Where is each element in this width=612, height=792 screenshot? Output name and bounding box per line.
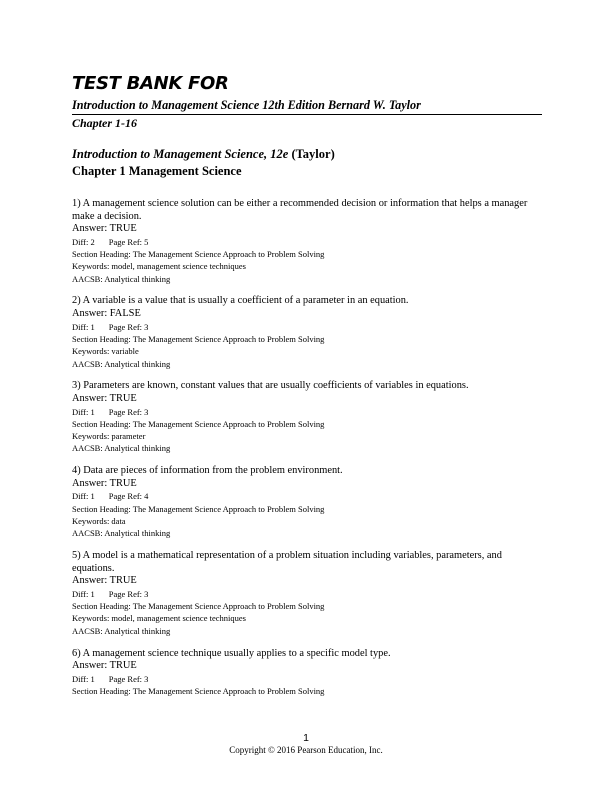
- page-ref: Page Ref: 3: [108, 406, 149, 417]
- difficulty-line: [72, 588, 542, 600]
- answer: Answer: FALSE: [72, 308, 141, 320]
- answer: Answer: TRUE: [72, 223, 137, 235]
- aacsb: AACSB: Analytical thinking: [72, 625, 171, 636]
- question-item: [72, 550, 542, 637]
- question-text: 2) A variable is a value that is usually a coefficient of a parameter in an equation.: [72, 295, 409, 307]
- book-title-line: [72, 147, 335, 162]
- section-heading: Section Heading: The Management Science Approach to Problem Solving: [72, 601, 325, 612]
- answer: Answer: TRUE: [72, 575, 137, 587]
- page-number: 1: [303, 732, 309, 744]
- book-author: (Taylor): [291, 147, 335, 161]
- difficulty: Diff: 1: [72, 321, 95, 332]
- question-item: [72, 648, 542, 698]
- book-subtitle: Introduction to Management Science 12th Edition Bernard W. Taylor: [72, 98, 542, 115]
- keywords: Keywords: variable: [72, 346, 139, 357]
- difficulty: Diff: 1: [72, 491, 95, 502]
- test-bank-banner: TEST BANK FOR: [72, 73, 229, 94]
- answer: Answer: TRUE: [72, 660, 137, 672]
- keywords: Keywords: model, management science techniques: [72, 613, 246, 624]
- section-heading: Section Heading: The Management Science Approach to Problem Solving: [72, 686, 325, 697]
- question-text: 4) Data are pieces of information from the problem environment.: [72, 465, 343, 477]
- answer: Answer: TRUE: [72, 392, 137, 404]
- aacsb: AACSB: Analytical thinking: [72, 273, 171, 284]
- question-text: 3) Parameters are known, constant values that are usually coefficients of variables in equations.: [72, 380, 469, 392]
- difficulty-line: [72, 406, 542, 418]
- difficulty: Diff: 1: [72, 588, 95, 599]
- question-item: [72, 380, 542, 454]
- page-ref: Page Ref: 3: [108, 588, 149, 599]
- chapter-range: Chapter 1-16: [72, 116, 138, 130]
- question-list: [72, 198, 542, 708]
- difficulty: Diff: 1: [72, 673, 95, 684]
- question-item: [72, 465, 542, 539]
- copyright-notice: Copyright © 2016 Pearson Education, Inc.: [229, 745, 383, 755]
- difficulty: Diff: 1: [72, 406, 95, 417]
- question-item: [72, 295, 542, 369]
- section-heading: Section Heading: The Management Science Approach to Problem Solving: [72, 418, 325, 429]
- question-text: 6) A management science technique usually applies to a specific model type.: [72, 647, 391, 659]
- keywords: Keywords: parameter: [72, 431, 146, 442]
- section-heading: Section Heading: The Management Science Approach to Problem Solving: [72, 249, 325, 260]
- answer: Answer: TRUE: [72, 477, 137, 489]
- question-text: 5) A model is a mathematical representation of a problem situation including variables, parameters, and equations.: [72, 550, 502, 574]
- keywords: Keywords: data: [72, 516, 126, 526]
- difficulty-line: [72, 236, 542, 248]
- difficulty: Diff: 2: [72, 236, 95, 247]
- difficulty-line: [72, 321, 542, 333]
- question-item: [72, 198, 542, 285]
- aacsb: AACSB: Analytical thinking: [72, 528, 171, 539]
- keywords: Keywords: model, management science techniques: [72, 261, 246, 272]
- difficulty-line: [72, 490, 542, 502]
- section-heading: Section Heading: The Management Science Approach to Problem Solving: [72, 333, 325, 344]
- page-ref: Page Ref: 4: [108, 491, 149, 502]
- page-ref: Page Ref: 3: [108, 321, 149, 332]
- question-text: 1) A management science solution can be either a recommended decision or information that helps a manager make a decision.: [72, 198, 528, 222]
- page-ref: Page Ref: 3: [108, 673, 149, 684]
- aacsb: AACSB: Analytical thinking: [72, 358, 171, 369]
- section-heading: Section Heading: The Management Science Approach to Problem Solving: [72, 503, 325, 514]
- difficulty-line: [72, 673, 542, 685]
- book-title: Introduction to Management Science, 12e: [72, 147, 289, 161]
- page-ref: Page Ref: 5: [108, 236, 149, 247]
- chapter-heading: Chapter 1 Management Science: [72, 164, 242, 178]
- aacsb: AACSB: Analytical thinking: [72, 443, 171, 454]
